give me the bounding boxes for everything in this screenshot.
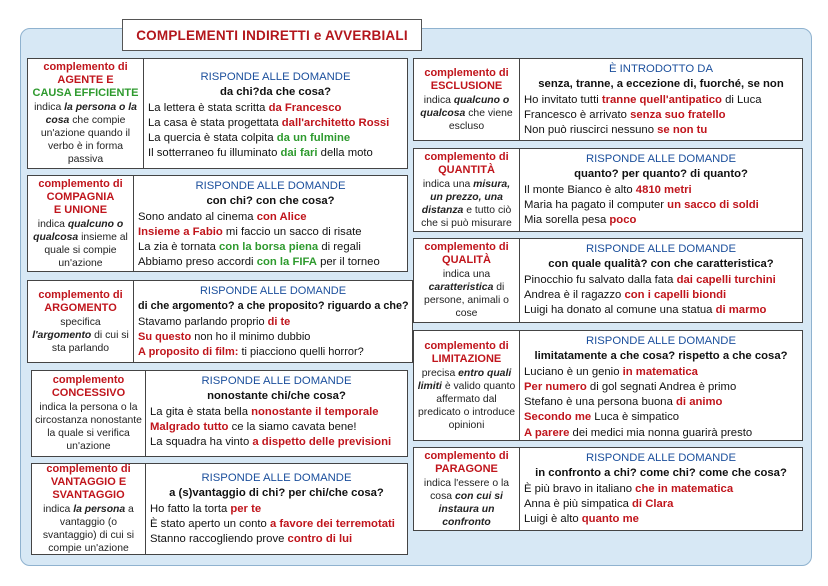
card-argomento-name-2: ARGOMENTO <box>44 301 117 314</box>
card-limitazione-name-2: LIMITAZIONE <box>431 352 502 365</box>
card-esclusione-content <box>520 59 802 140</box>
example-line <box>524 303 798 318</box>
card-esclusione-label <box>414 59 520 140</box>
desc-text: specifica <box>60 316 101 328</box>
desc-emphasis: qualcuno o qualcosa <box>33 218 124 243</box>
example-line <box>150 420 403 435</box>
desc-text: di cui si sta parlando <box>51 329 129 354</box>
example-line <box>524 198 798 213</box>
example-line <box>150 435 403 450</box>
example-highlight: di animo <box>676 396 723 409</box>
example-text: La gita è stata bella <box>150 405 252 418</box>
card-agente-label <box>28 59 144 168</box>
example-highlight: per te <box>230 502 262 515</box>
card-concessivo-content <box>146 371 407 456</box>
card-esclusione-name-2: ESCLUSIONE <box>430 79 503 92</box>
example-text: Luciano è un genio <box>524 365 623 378</box>
card-vantaggio-name-1: complemento di <box>46 463 131 475</box>
card-paragone-heading: RISPONDE ALLE DOMANDE <box>585 452 737 464</box>
example-text: Sono andato al cinema <box>138 210 257 223</box>
example-highlight: Per numero <box>524 380 587 393</box>
example-line <box>524 108 798 123</box>
card-limitazione <box>413 330 803 441</box>
card-compagnia-name-2: COMPAGNIA <box>46 190 115 203</box>
example-text: mi faccio un sacco di risate <box>222 225 362 238</box>
example-highlight: Malgrado tutto <box>150 420 229 433</box>
example-line <box>524 213 798 228</box>
desc-text: indica <box>37 218 68 230</box>
example-highlight: che in matematica <box>635 482 734 495</box>
example-highlight: con Alice <box>256 210 307 223</box>
example-text: Abbiamo preso accordi <box>138 256 257 269</box>
card-quantita <box>413 148 803 232</box>
card-agente-name-1: complemento di <box>43 61 128 73</box>
example-text: Andrea è il ragazzo <box>524 288 625 301</box>
example-line <box>150 532 403 547</box>
example-line <box>524 380 798 395</box>
example-highlight: con la FIFA <box>256 256 317 269</box>
desc-text: indica <box>34 102 65 113</box>
card-esclusione-heading: È INTRODOTTO DA <box>609 63 713 75</box>
card-argomento-name-1: complemento di <box>38 288 123 301</box>
example-highlight: dai capelli turchini <box>676 273 776 286</box>
example-line <box>524 93 798 108</box>
card-argomento-description <box>31 316 130 355</box>
card-qualita-heading: RISPONDE ALLE DOMANDE <box>585 243 737 255</box>
example-text: Luca è simpatico <box>591 411 680 424</box>
example-highlight: Secondo me <box>524 411 592 424</box>
card-agente-name-2: AGENTE E <box>57 74 114 86</box>
example-text: La zia è tornata <box>138 241 220 254</box>
card-esclusione-description <box>417 94 516 133</box>
card-qualita-description <box>417 268 516 320</box>
card-vantaggio-question: a (s)vantaggio di chi? per chi/che cosa? <box>169 487 384 500</box>
card-paragone-description <box>417 477 516 529</box>
card-limitazione-name-1: complemento di <box>424 339 509 352</box>
desc-text: indica una <box>422 178 474 190</box>
card-compagnia-content <box>134 176 407 271</box>
card-paragone-content <box>520 448 802 530</box>
card-vantaggio-description <box>35 503 142 555</box>
example-line <box>524 497 798 512</box>
card-agente-heading: RISPONDE ALLE DOMANDE <box>200 71 351 83</box>
card-qualita-content <box>520 239 802 322</box>
example-highlight: di te <box>267 315 291 328</box>
example-text: Maria ha pagato il computer <box>524 198 668 211</box>
card-vantaggio-label <box>32 464 146 554</box>
example-text: La lettera è stata scritta <box>148 101 269 114</box>
desc-text: di persone, animali o cose <box>424 282 509 319</box>
example-highlight: dall'architetto Rossi <box>281 116 390 129</box>
example-text: Il sotterraneo fu illuminato <box>148 147 281 160</box>
card-limitazione-question: limitatamente a che cosa? rispetto a che cosa? <box>534 350 788 363</box>
example-highlight: A proposito di film: <box>138 346 239 359</box>
example-text: Il monte Bianco è alto <box>524 183 636 196</box>
example-text: Pinocchio fu salvato dalla fata <box>524 273 677 286</box>
card-agente-description <box>31 101 140 166</box>
example-text: Luigi è alto <box>524 513 582 526</box>
card-quantita-content <box>520 149 802 231</box>
example-highlight: a favore dei terremotati <box>269 517 395 530</box>
card-paragone-question: in confronto a chi? come chi? come che cosa? <box>535 467 787 480</box>
desc-text: indica <box>43 504 74 515</box>
card-limitazione-heading: RISPONDE ALLE DOMANDE <box>585 335 737 347</box>
card-argomento-heading: RISPONDE ALLE DOMANDE <box>199 285 347 297</box>
card-concessivo-description <box>35 401 142 453</box>
example-highlight: quanto me <box>581 513 639 526</box>
card-vantaggio-heading: RISPONDE ALLE DOMANDE <box>201 472 352 484</box>
example-line <box>138 345 408 360</box>
example-text: ti piacciono quelli horror? <box>238 346 364 359</box>
example-line <box>524 410 798 425</box>
example-highlight: dai fari <box>280 147 318 160</box>
page-title: COMPLEMENTI INDIRETTI e AVVERBIALI <box>122 19 422 51</box>
card-concessivo-label <box>32 371 146 456</box>
card-paragone <box>413 447 803 531</box>
example-line <box>524 273 798 288</box>
example-line <box>138 330 408 345</box>
card-compagnia-description <box>31 218 130 270</box>
example-text: di gol segnati Andrea è primo <box>586 380 737 393</box>
example-text: ce la siamo cavata bene! <box>228 420 357 433</box>
card-compagnia-question: con chi? con che cosa? <box>206 195 335 208</box>
card-quantita-name-1: complemento di <box>424 150 509 163</box>
card-qualita-question: con quale qualità? con che caratteristica? <box>548 258 774 271</box>
example-text: Francesco è arrivato <box>524 108 631 121</box>
desc-text: che compie un'azione quando il verbo è in forma passiva <box>40 115 131 165</box>
card-paragone-name-2: PARAGONE <box>435 462 498 475</box>
card-limitazione-description <box>417 367 516 432</box>
desc-emphasis: misura, un prezzo, una distanza <box>421 178 511 216</box>
desc-emphasis: qualcuno o qualcosa <box>420 94 510 119</box>
card-argomento-content <box>134 281 412 362</box>
desc-text: indica una <box>442 269 491 280</box>
example-highlight: di marmo <box>715 304 767 317</box>
example-line <box>150 502 403 517</box>
card-quantita-label <box>414 149 520 231</box>
card-esclusione-name-1: complemento di <box>424 66 509 79</box>
card-qualita-name-2: QUALITÀ <box>442 254 491 266</box>
example-text: Stanno raccogliendo prove <box>150 533 288 546</box>
example-text: Mia sorella pesa <box>524 214 610 227</box>
example-highlight: a dispetto delle previsioni <box>252 436 392 449</box>
desc-emphasis: la persona o la cosa <box>45 102 137 126</box>
example-highlight: un sacco di soldi <box>667 198 759 211</box>
example-highlight: Insieme a Fabio <box>138 225 223 238</box>
example-line <box>524 183 798 198</box>
card-limitazione-label <box>414 331 520 440</box>
example-text: dei medici mia nonna guarirà presto <box>569 426 753 439</box>
desc-text: è valido quanto affermato dal predicato o introduce opinioni <box>417 380 516 431</box>
card-compagnia-label <box>28 176 134 271</box>
desc-emphasis: entro quali limiti <box>417 367 512 392</box>
card-agente-content <box>144 59 407 168</box>
desc-text: e tutto ciò che si può misurare <box>421 204 512 229</box>
example-highlight: senza suo fratello <box>630 108 726 121</box>
example-text: La casa è stata progettata <box>148 116 282 129</box>
example-line <box>524 123 798 138</box>
example-text: Anna è più simpatica <box>524 497 633 510</box>
card-quantita-description <box>417 178 516 230</box>
example-highlight: in matematica <box>622 365 698 378</box>
card-agente-name-3: CAUSA EFFICIENTE <box>32 87 139 99</box>
card-vantaggio <box>31 463 408 555</box>
card-concessivo-heading: RISPONDE ALLE DOMANDE <box>201 375 352 387</box>
desc-text: indica <box>423 94 454 106</box>
card-esclusione-question: senza, tranne, a eccezione di, fuorché, se non <box>538 78 784 91</box>
example-text: di Luca <box>721 93 762 106</box>
desc-text: indica la persona o la circostanza nonostante la quale si verifica un'azione <box>35 402 142 452</box>
card-quantita-heading: RISPONDE ALLE DOMANDE <box>585 153 737 165</box>
example-text: È più bravo in italiano <box>524 482 636 495</box>
example-highlight: tranne quell'antipatico <box>601 93 722 106</box>
example-text: La quercia è stata colpita <box>148 132 277 145</box>
desc-text: a vantaggio (o svantaggio) di cui si compie un'azione <box>42 504 135 554</box>
example-text: non ho il minimo dubbio <box>191 330 311 343</box>
example-line <box>148 146 403 161</box>
example-text: Non può riuscirci nessuno <box>524 124 658 137</box>
example-highlight: da un fulmine <box>276 132 351 145</box>
desc-emphasis: l'argomento <box>32 329 92 341</box>
example-highlight: nonostante il temporale <box>251 405 379 418</box>
example-highlight: contro di lui <box>287 533 353 546</box>
example-line <box>138 240 403 255</box>
card-paragone-name-1: complemento di <box>424 449 509 462</box>
example-line <box>138 210 403 225</box>
example-text: per il torneo <box>316 256 380 269</box>
card-compagnia-name-1: complemento di <box>38 177 123 190</box>
example-line <box>524 482 798 497</box>
example-highlight: da Francesco <box>268 101 342 114</box>
example-line <box>148 101 403 116</box>
example-line <box>524 426 798 440</box>
example-line <box>524 395 798 410</box>
card-argomento <box>27 280 413 363</box>
example-highlight: con i capelli biondi <box>624 288 727 301</box>
example-line <box>138 225 403 240</box>
example-text: La squadra ha vinto <box>150 436 253 449</box>
card-vantaggio-content <box>146 464 407 554</box>
card-qualita <box>413 238 803 323</box>
example-text: di regali <box>318 241 361 254</box>
example-line <box>524 365 798 380</box>
card-qualita-label <box>414 239 520 322</box>
card-vantaggio-name-3: SVANTAGGIO <box>52 489 125 501</box>
card-compagnia-name-3: E UNIONE <box>53 203 108 216</box>
card-argomento-question: di che argomento? a che proposito? riguardo a che? <box>138 300 409 313</box>
card-argomento-label <box>28 281 134 362</box>
card-compagnia <box>27 175 408 272</box>
example-highlight: 4810 metri <box>635 183 692 196</box>
desc-text: indica l'essere o la cosa <box>423 477 510 502</box>
card-qualita-name-1: complemento di <box>424 241 509 253</box>
example-text: Stefano è una persona buona <box>524 396 677 409</box>
card-concessivo-name-1: complemento <box>52 374 125 386</box>
example-line <box>138 255 403 270</box>
example-highlight: di Clara <box>632 497 674 510</box>
card-quantita-question: quanto? per quanto? di quanto? <box>574 168 748 181</box>
desc-emphasis: con cui si instaura un confronto <box>438 490 503 528</box>
example-line <box>148 116 403 131</box>
example-line <box>138 315 408 330</box>
desc-text: precisa <box>421 367 459 379</box>
card-limitazione-content <box>520 331 802 440</box>
card-concessivo-question: nonostante chi/che cosa? <box>207 390 346 403</box>
example-text: Ho fatto la torta <box>150 502 231 515</box>
example-line <box>148 131 403 146</box>
card-quantita-name-2: QUANTITÀ <box>438 163 495 176</box>
example-highlight: con la borsa piena <box>219 241 319 254</box>
example-text: Ho invitato tutti <box>524 93 602 106</box>
example-line <box>524 288 798 303</box>
desc-text: che viene escluso <box>448 107 513 132</box>
card-paragone-label <box>414 448 520 530</box>
example-text: della moto <box>317 147 373 160</box>
card-vantaggio-name-2: VANTAGGIO E <box>50 476 127 488</box>
example-highlight: A parere <box>524 426 570 439</box>
example-line <box>150 405 403 420</box>
desc-emphasis: la persona <box>73 504 126 515</box>
example-text: Luigi ha donato al comune una statua <box>524 304 716 317</box>
example-highlight: Su questo <box>138 330 192 343</box>
card-compagnia-heading: RISPONDE ALLE DOMANDE <box>195 180 346 192</box>
example-line <box>524 512 798 527</box>
card-concessivo <box>31 370 408 457</box>
example-highlight: se non tu <box>657 124 708 137</box>
example-text: Stavamo parlando proprio <box>138 315 268 328</box>
card-agente <box>27 58 408 169</box>
card-concessivo-name-2: CONCESSIVO <box>51 387 126 399</box>
example-text: È stato aperto un conto <box>150 517 270 530</box>
card-agente-question: da chi?da che cosa? <box>219 86 332 99</box>
desc-text: insieme al quale si compie un'azione <box>44 231 128 269</box>
card-esclusione <box>413 58 803 141</box>
example-line <box>150 517 403 532</box>
desc-emphasis: caratteristica <box>428 282 494 293</box>
example-highlight: poco <box>609 214 637 227</box>
